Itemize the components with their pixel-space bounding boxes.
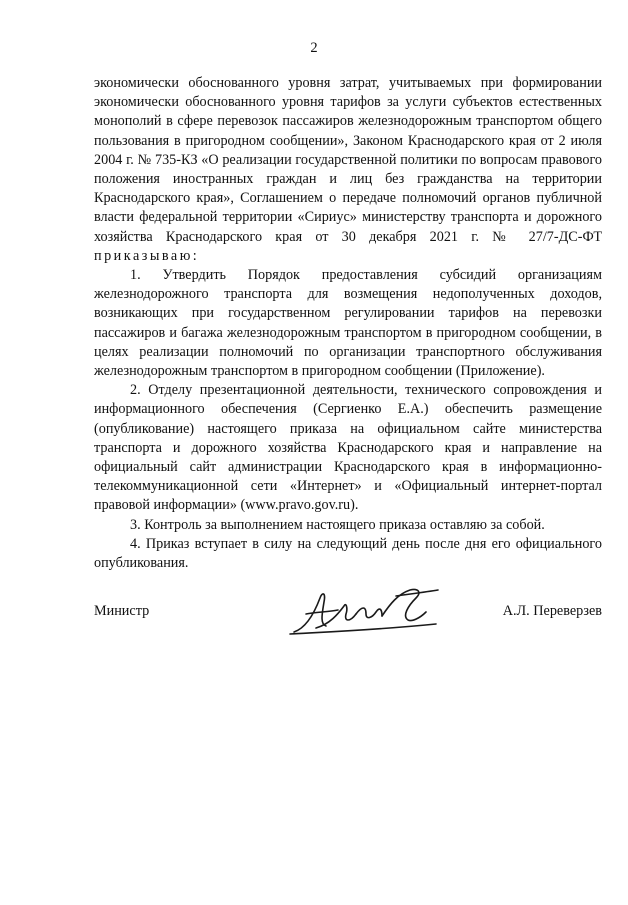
document-body (94, 74, 602, 573)
preamble-text: экономически обоснованного уровня затрат, учитываемых при формировании экономически обоснованного уровня тарифов за услуги субъектов естественных монополий в сфере перевозок пассажиров железнодорожным транспортом общего пользования в пригородном сообщении», Законом Краснодарского края от 2 июля 2004 г. № 735-КЗ «О реализации государственной политики по вопросам правового положения иностранных граждан и лиц без гражданства на территории Краснодарского края», Соглашением о передаче полномочий органов публичной власти федеральной территории «Сириус» министерству транспорта и дорожного хозяйства Краснодарского края от 30 декабря 2021 г. № 27/7-ДС-ФТ (94, 75, 602, 245)
paragraph-item-4: 4. Приказ вступает в силу на следующий день после дня его официального опубликования. (94, 535, 602, 572)
handwritten-signature (286, 584, 446, 640)
paragraph-item-2: 2. Отделу презентационной деятельности, технического сопровождения и информационного обеспечения (Сергиенко Е.А.) обеспечить размещение (опубликование) настоящего приказа на официальном сайте министерства транспорта и дорожного хозяйства Краснодарского края и направление на официальный сайт администрации Краснодарского края в информационно-телекоммуникационной сети «Интернет» и «Официальный интернет-портал правовой информации» (www.pravo.gov.ru). (94, 382, 602, 514)
page-number: 2 (310, 40, 318, 56)
paragraph-preamble (94, 74, 602, 266)
signature-block (94, 596, 602, 636)
signer-position: Министр (94, 603, 150, 619)
signer-name: А.Л. Переверзев (502, 603, 602, 619)
paragraph-item-3: 3. Контроль за выполнением настоящего приказа оставляю за собой. (130, 516, 545, 533)
paragraph-item-1: 1. Утвердить Порядок предоставления субсидий организациям железнодорожного транспорта для возмещения недополученных доходов, возникающих при государственном регулировании тарифов на перевозки пассажиров и багажа железнодорожным транспортом в пригородном сообщении, в целях реализации полномочий по организации транспортного обслуживания железнодорожным транспортом в пригородном сообщении (Приложение). (94, 267, 602, 380)
order-word: приказываю: (94, 247, 200, 264)
